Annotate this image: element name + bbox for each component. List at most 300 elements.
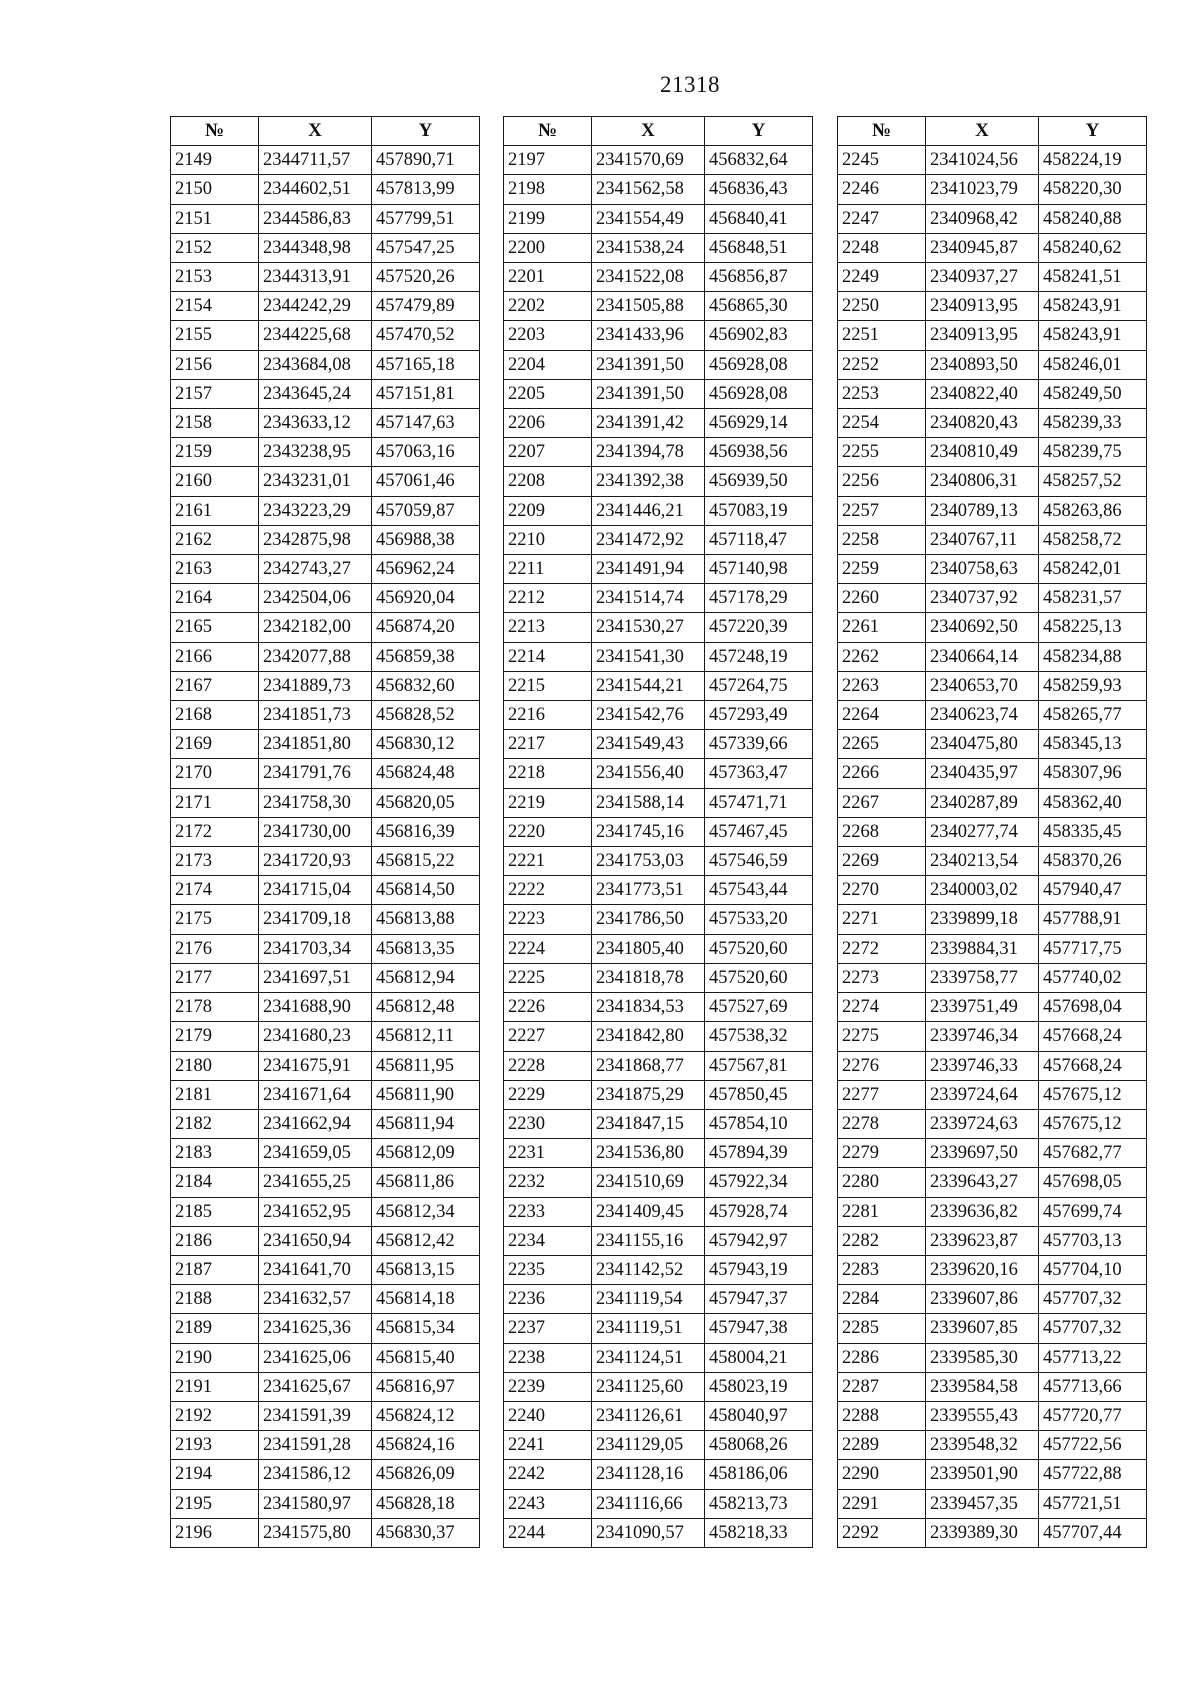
y-coordinate-cell: 456815,34	[372, 1314, 480, 1343]
x-coordinate-cell: 2341688,90	[259, 993, 372, 1022]
table-row	[838, 613, 1147, 642]
table-row	[171, 146, 480, 175]
point-number-cell: 2241	[504, 1431, 592, 1460]
table-row	[504, 993, 813, 1022]
table-row	[504, 204, 813, 233]
table-row	[504, 1022, 813, 1051]
x-coordinate-cell: 2339607,86	[926, 1285, 1039, 1314]
table-row	[171, 525, 480, 554]
x-coordinate-cell: 2341650,94	[259, 1226, 372, 1255]
x-coordinate-cell: 2340789,13	[926, 496, 1039, 525]
x-coordinate-cell: 2339746,33	[926, 1051, 1039, 1080]
y-coordinate-cell: 456812,48	[372, 993, 480, 1022]
y-coordinate-cell: 456816,97	[372, 1372, 480, 1401]
x-coordinate-cell: 2341834,53	[592, 993, 705, 1022]
x-coordinate-cell: 2339643,27	[926, 1168, 1039, 1197]
x-coordinate-cell: 2341591,28	[259, 1431, 372, 1460]
table-row	[171, 847, 480, 876]
x-coordinate-cell: 2343238,95	[259, 438, 372, 467]
table-row	[171, 730, 480, 759]
table-row	[171, 701, 480, 730]
x-coordinate-cell: 2341514,74	[592, 584, 705, 613]
y-coordinate-cell: 458004,21	[705, 1343, 813, 1372]
point-number-cell: 2238	[504, 1343, 592, 1372]
table-row	[504, 876, 813, 905]
x-coordinate-cell: 2341530,27	[592, 613, 705, 642]
table-row	[171, 1080, 480, 1109]
point-number-cell: 2251	[838, 321, 926, 350]
point-number-cell: 2232	[504, 1168, 592, 1197]
x-coordinate-cell: 2340737,92	[926, 584, 1039, 613]
table-row	[504, 1401, 813, 1430]
x-coordinate-cell: 2341128,16	[592, 1460, 705, 1489]
y-coordinate-cell: 456811,95	[372, 1051, 480, 1080]
point-number-cell: 2291	[838, 1489, 926, 1518]
y-coordinate-cell: 458225,13	[1039, 613, 1147, 642]
y-coordinate-cell: 458243,91	[1039, 321, 1147, 350]
x-coordinate-cell: 2341875,29	[592, 1080, 705, 1109]
point-number-cell: 2260	[838, 584, 926, 613]
x-coordinate-cell: 2341671,64	[259, 1080, 372, 1109]
table-row	[171, 321, 480, 350]
y-coordinate-cell: 458265,77	[1039, 701, 1147, 730]
point-number-cell: 2219	[504, 788, 592, 817]
y-coordinate-cell: 458345,13	[1039, 730, 1147, 759]
point-number-cell: 2287	[838, 1372, 926, 1401]
point-number-cell: 2190	[171, 1343, 259, 1372]
y-coordinate-cell: 456811,94	[372, 1109, 480, 1138]
header-y: Y	[372, 117, 480, 146]
table-row	[838, 1431, 1147, 1460]
y-coordinate-cell: 457682,77	[1039, 1139, 1147, 1168]
point-number-cell: 2200	[504, 233, 592, 262]
x-coordinate-cell: 2339555,43	[926, 1401, 1039, 1430]
table-row	[504, 525, 813, 554]
table-row	[838, 1226, 1147, 1255]
x-coordinate-cell: 2341818,78	[592, 963, 705, 992]
point-number-cell: 2284	[838, 1285, 926, 1314]
y-coordinate-cell: 456812,11	[372, 1022, 480, 1051]
y-coordinate-cell: 457165,18	[372, 350, 480, 379]
x-coordinate-cell: 2341542,76	[592, 701, 705, 730]
y-coordinate-cell: 456856,87	[705, 263, 813, 292]
y-coordinate-cell: 456830,12	[372, 730, 480, 759]
table-row	[504, 233, 813, 262]
point-number-cell: 2198	[504, 175, 592, 204]
y-coordinate-cell: 457698,05	[1039, 1168, 1147, 1197]
table-row	[838, 1051, 1147, 1080]
y-coordinate-cell: 457547,25	[372, 233, 480, 262]
y-coordinate-cell: 456832,60	[372, 671, 480, 700]
y-coordinate-cell: 456814,50	[372, 876, 480, 905]
y-coordinate-cell: 457668,24	[1039, 1022, 1147, 1051]
y-coordinate-cell: 456832,64	[705, 146, 813, 175]
y-coordinate-cell: 456824,16	[372, 1431, 480, 1460]
x-coordinate-cell: 2341090,57	[592, 1518, 705, 1547]
point-number-cell: 2210	[504, 525, 592, 554]
x-coordinate-cell: 2341126,61	[592, 1401, 705, 1430]
y-coordinate-cell: 457668,24	[1039, 1051, 1147, 1080]
x-coordinate-cell: 2341675,91	[259, 1051, 372, 1080]
point-number-cell: 2254	[838, 409, 926, 438]
table-row	[171, 350, 480, 379]
y-coordinate-cell: 457675,12	[1039, 1109, 1147, 1138]
point-number-cell: 2186	[171, 1226, 259, 1255]
point-number-cell: 2272	[838, 934, 926, 963]
y-coordinate-cell: 457061,46	[372, 467, 480, 496]
y-coordinate-cell: 457713,22	[1039, 1343, 1147, 1372]
point-number-cell: 2265	[838, 730, 926, 759]
y-coordinate-cell: 457720,77	[1039, 1401, 1147, 1430]
x-coordinate-cell: 2340822,40	[926, 379, 1039, 408]
point-number-cell: 2237	[504, 1314, 592, 1343]
y-coordinate-cell: 457854,10	[705, 1109, 813, 1138]
point-number-cell: 2216	[504, 701, 592, 730]
point-number-cell: 2181	[171, 1080, 259, 1109]
x-coordinate-cell: 2339724,63	[926, 1109, 1039, 1138]
point-number-cell: 2168	[171, 701, 259, 730]
point-number-cell: 2236	[504, 1285, 592, 1314]
table-row	[171, 467, 480, 496]
point-number-cell: 2153	[171, 263, 259, 292]
table-row	[504, 1168, 813, 1197]
y-coordinate-cell: 457248,19	[705, 642, 813, 671]
x-coordinate-cell: 2339899,18	[926, 905, 1039, 934]
y-coordinate-cell: 457147,63	[372, 409, 480, 438]
point-number-cell: 2290	[838, 1460, 926, 1489]
table-row	[171, 1022, 480, 1051]
x-coordinate-cell: 2344586,83	[259, 204, 372, 233]
y-coordinate-cell: 457220,39	[705, 613, 813, 642]
y-coordinate-cell: 457140,98	[705, 555, 813, 584]
table-row	[171, 1051, 480, 1080]
x-coordinate-cell: 2342743,27	[259, 555, 372, 584]
x-coordinate-cell: 2341116,66	[592, 1489, 705, 1518]
y-coordinate-cell: 458224,19	[1039, 146, 1147, 175]
x-coordinate-cell: 2341591,39	[259, 1401, 372, 1430]
table-row	[504, 1226, 813, 1255]
x-coordinate-cell: 2341491,94	[592, 555, 705, 584]
y-coordinate-cell: 457467,45	[705, 817, 813, 846]
y-coordinate-cell: 457063,16	[372, 438, 480, 467]
point-number-cell: 2223	[504, 905, 592, 934]
y-coordinate-cell: 457151,81	[372, 379, 480, 408]
table-row	[504, 642, 813, 671]
table-row	[171, 1401, 480, 1430]
point-number-cell: 2156	[171, 350, 259, 379]
x-coordinate-cell: 2341851,80	[259, 730, 372, 759]
y-coordinate-cell: 458335,45	[1039, 817, 1147, 846]
y-coordinate-cell: 457520,60	[705, 934, 813, 963]
y-coordinate-cell: 457707,44	[1039, 1518, 1147, 1547]
table-row	[838, 1460, 1147, 1489]
x-coordinate-cell: 2341805,40	[592, 934, 705, 963]
table-row	[838, 1139, 1147, 1168]
y-coordinate-cell: 458362,40	[1039, 788, 1147, 817]
point-number-cell: 2176	[171, 934, 259, 963]
y-coordinate-cell: 456928,08	[705, 350, 813, 379]
table-row	[504, 817, 813, 846]
y-coordinate-cell: 456988,38	[372, 525, 480, 554]
y-coordinate-cell: 458263,86	[1039, 496, 1147, 525]
y-coordinate-cell: 456813,88	[372, 905, 480, 934]
point-number-cell: 2206	[504, 409, 592, 438]
table-row	[504, 321, 813, 350]
x-coordinate-cell: 2339884,31	[926, 934, 1039, 963]
y-coordinate-cell: 456929,14	[705, 409, 813, 438]
table-row	[171, 263, 480, 292]
y-coordinate-cell: 457947,38	[705, 1314, 813, 1343]
table-row	[838, 788, 1147, 817]
point-number-cell: 2167	[171, 671, 259, 700]
point-number-cell: 2203	[504, 321, 592, 350]
x-coordinate-cell: 2340767,11	[926, 525, 1039, 554]
point-number-cell: 2220	[504, 817, 592, 846]
table-row	[171, 671, 480, 700]
x-coordinate-cell: 2341549,43	[592, 730, 705, 759]
point-number-cell: 2276	[838, 1051, 926, 1080]
point-number-cell: 2204	[504, 350, 592, 379]
x-coordinate-cell: 2341868,77	[592, 1051, 705, 1080]
point-number-cell: 2279	[838, 1139, 926, 1168]
y-coordinate-cell: 456826,09	[372, 1460, 480, 1489]
x-coordinate-cell: 2339389,30	[926, 1518, 1039, 1547]
point-number-cell: 2177	[171, 963, 259, 992]
x-coordinate-cell: 2342077,88	[259, 642, 372, 671]
y-coordinate-cell: 456938,56	[705, 438, 813, 467]
point-number-cell: 2271	[838, 905, 926, 934]
point-number-cell: 2212	[504, 584, 592, 613]
table-row	[504, 175, 813, 204]
y-coordinate-cell: 456962,24	[372, 555, 480, 584]
header-x: X	[926, 117, 1039, 146]
point-number-cell: 2239	[504, 1372, 592, 1401]
table-row	[504, 1080, 813, 1109]
x-coordinate-cell: 2341125,60	[592, 1372, 705, 1401]
point-number-cell: 2278	[838, 1109, 926, 1138]
point-number-cell: 2243	[504, 1489, 592, 1518]
header-number: №	[838, 117, 926, 146]
y-coordinate-cell: 458241,51	[1039, 263, 1147, 292]
table-row	[838, 1255, 1147, 1284]
point-number-cell: 2197	[504, 146, 592, 175]
y-coordinate-cell: 456814,18	[372, 1285, 480, 1314]
point-number-cell: 2217	[504, 730, 592, 759]
table-row	[838, 584, 1147, 613]
table-row	[171, 555, 480, 584]
x-coordinate-cell: 2341730,00	[259, 817, 372, 846]
y-coordinate-cell: 457722,88	[1039, 1460, 1147, 1489]
table-row	[504, 1255, 813, 1284]
point-number-cell: 2267	[838, 788, 926, 817]
y-coordinate-cell: 457527,69	[705, 993, 813, 1022]
x-coordinate-cell: 2341124,51	[592, 1343, 705, 1372]
table-row	[171, 204, 480, 233]
x-coordinate-cell: 2340945,87	[926, 233, 1039, 262]
y-coordinate-cell: 457704,10	[1039, 1255, 1147, 1284]
x-coordinate-cell: 2339457,35	[926, 1489, 1039, 1518]
point-number-cell: 2149	[171, 146, 259, 175]
point-number-cell: 2285	[838, 1314, 926, 1343]
point-number-cell: 2289	[838, 1431, 926, 1460]
table-row	[171, 993, 480, 1022]
table-row	[171, 1489, 480, 1518]
y-coordinate-cell: 458257,52	[1039, 467, 1147, 496]
x-coordinate-cell: 2339548,32	[926, 1431, 1039, 1460]
y-coordinate-cell: 457722,56	[1039, 1431, 1147, 1460]
point-number-cell: 2166	[171, 642, 259, 671]
table-row	[171, 379, 480, 408]
point-number-cell: 2245	[838, 146, 926, 175]
point-number-cell: 2286	[838, 1343, 926, 1372]
y-coordinate-cell: 458023,19	[705, 1372, 813, 1401]
x-coordinate-cell: 2341847,15	[592, 1109, 705, 1138]
y-coordinate-cell: 456812,94	[372, 963, 480, 992]
point-number-cell: 2244	[504, 1518, 592, 1547]
y-coordinate-cell: 458242,01	[1039, 555, 1147, 584]
y-coordinate-cell: 457293,49	[705, 701, 813, 730]
y-coordinate-cell: 457942,97	[705, 1226, 813, 1255]
table-row	[838, 671, 1147, 700]
point-number-cell: 2240	[504, 1401, 592, 1430]
x-coordinate-cell: 2342504,06	[259, 584, 372, 613]
y-coordinate-cell: 458249,50	[1039, 379, 1147, 408]
point-number-cell: 2262	[838, 642, 926, 671]
table-row	[171, 1226, 480, 1255]
point-number-cell: 2242	[504, 1460, 592, 1489]
table-row	[171, 1255, 480, 1284]
x-coordinate-cell: 2341786,50	[592, 905, 705, 934]
table-row	[838, 876, 1147, 905]
table-row	[838, 1401, 1147, 1430]
x-coordinate-cell: 2340893,50	[926, 350, 1039, 379]
point-number-cell: 2150	[171, 175, 259, 204]
x-coordinate-cell: 2341889,73	[259, 671, 372, 700]
point-number-cell: 2208	[504, 467, 592, 496]
y-coordinate-cell: 457118,47	[705, 525, 813, 554]
table-row	[504, 1518, 813, 1547]
y-coordinate-cell: 458259,93	[1039, 671, 1147, 700]
point-number-cell: 2169	[171, 730, 259, 759]
point-number-cell: 2164	[171, 584, 259, 613]
point-number-cell: 2154	[171, 292, 259, 321]
table-row	[504, 1285, 813, 1314]
table-row	[504, 934, 813, 963]
x-coordinate-cell: 2341392,38	[592, 467, 705, 496]
y-coordinate-cell: 457703,13	[1039, 1226, 1147, 1255]
table-row	[504, 292, 813, 321]
table-row	[171, 409, 480, 438]
table-row	[838, 292, 1147, 321]
table-row	[504, 759, 813, 788]
point-number-cell: 2173	[171, 847, 259, 876]
table-row	[838, 146, 1147, 175]
x-coordinate-cell: 2340913,95	[926, 321, 1039, 350]
table-row	[504, 1343, 813, 1372]
x-coordinate-cell: 2344711,57	[259, 146, 372, 175]
x-coordinate-cell: 2339607,85	[926, 1314, 1039, 1343]
table-row	[504, 584, 813, 613]
x-coordinate-cell: 2340820,43	[926, 409, 1039, 438]
point-number-cell: 2280	[838, 1168, 926, 1197]
y-coordinate-cell: 457717,75	[1039, 934, 1147, 963]
table-row	[171, 876, 480, 905]
point-number-cell: 2187	[171, 1255, 259, 1284]
x-coordinate-cell: 2341659,05	[259, 1139, 372, 1168]
table-row	[171, 1460, 480, 1489]
x-coordinate-cell: 2340913,95	[926, 292, 1039, 321]
table-row	[171, 1197, 480, 1226]
point-number-cell: 2211	[504, 555, 592, 584]
x-coordinate-cell: 2341586,12	[259, 1460, 372, 1489]
point-number-cell: 2228	[504, 1051, 592, 1080]
y-coordinate-cell: 456859,38	[372, 642, 480, 671]
y-coordinate-cell: 456828,18	[372, 1489, 480, 1518]
point-number-cell: 2218	[504, 759, 592, 788]
y-coordinate-cell: 458243,91	[1039, 292, 1147, 321]
y-coordinate-cell: 456812,09	[372, 1139, 480, 1168]
point-number-cell: 2231	[504, 1139, 592, 1168]
point-number-cell: 2188	[171, 1285, 259, 1314]
table-row	[838, 1022, 1147, 1051]
point-number-cell: 2281	[838, 1197, 926, 1226]
x-coordinate-cell: 2339724,64	[926, 1080, 1039, 1109]
y-coordinate-cell: 457850,45	[705, 1080, 813, 1109]
table-row	[504, 379, 813, 408]
header-y: Y	[1039, 117, 1147, 146]
x-coordinate-cell: 2341652,95	[259, 1197, 372, 1226]
table-row	[504, 1314, 813, 1343]
x-coordinate-cell: 2339585,30	[926, 1343, 1039, 1372]
table-row	[504, 905, 813, 934]
y-coordinate-cell: 458246,01	[1039, 350, 1147, 379]
x-coordinate-cell: 2341472,92	[592, 525, 705, 554]
y-coordinate-cell: 456928,08	[705, 379, 813, 408]
table-row	[171, 613, 480, 642]
table-row	[838, 1080, 1147, 1109]
point-number-cell: 2221	[504, 847, 592, 876]
x-coordinate-cell: 2341655,25	[259, 1168, 372, 1197]
y-coordinate-cell: 457940,47	[1039, 876, 1147, 905]
x-coordinate-cell: 2343684,08	[259, 350, 372, 379]
point-number-cell: 2225	[504, 963, 592, 992]
table-row	[838, 263, 1147, 292]
y-coordinate-cell: 457546,59	[705, 847, 813, 876]
table-row	[504, 1460, 813, 1489]
x-coordinate-cell: 2340664,14	[926, 642, 1039, 671]
x-coordinate-cell: 2339697,50	[926, 1139, 1039, 1168]
point-number-cell: 2201	[504, 263, 592, 292]
y-coordinate-cell: 457707,32	[1039, 1314, 1147, 1343]
x-coordinate-cell: 2341851,73	[259, 701, 372, 730]
point-number-cell: 2195	[171, 1489, 259, 1518]
point-number-cell: 2234	[504, 1226, 592, 1255]
x-coordinate-cell: 2341720,93	[259, 847, 372, 876]
table-row	[838, 1343, 1147, 1372]
x-coordinate-cell: 2340806,31	[926, 467, 1039, 496]
y-coordinate-cell: 458258,72	[1039, 525, 1147, 554]
point-number-cell: 2227	[504, 1022, 592, 1051]
point-number-cell: 2183	[171, 1139, 259, 1168]
x-coordinate-cell: 2341391,50	[592, 350, 705, 379]
table-row	[838, 1518, 1147, 1547]
point-number-cell: 2274	[838, 993, 926, 1022]
point-number-cell: 2209	[504, 496, 592, 525]
x-coordinate-cell: 2341536,80	[592, 1139, 705, 1168]
y-coordinate-cell: 456848,51	[705, 233, 813, 262]
point-number-cell: 2196	[171, 1518, 259, 1547]
point-number-cell: 2292	[838, 1518, 926, 1547]
